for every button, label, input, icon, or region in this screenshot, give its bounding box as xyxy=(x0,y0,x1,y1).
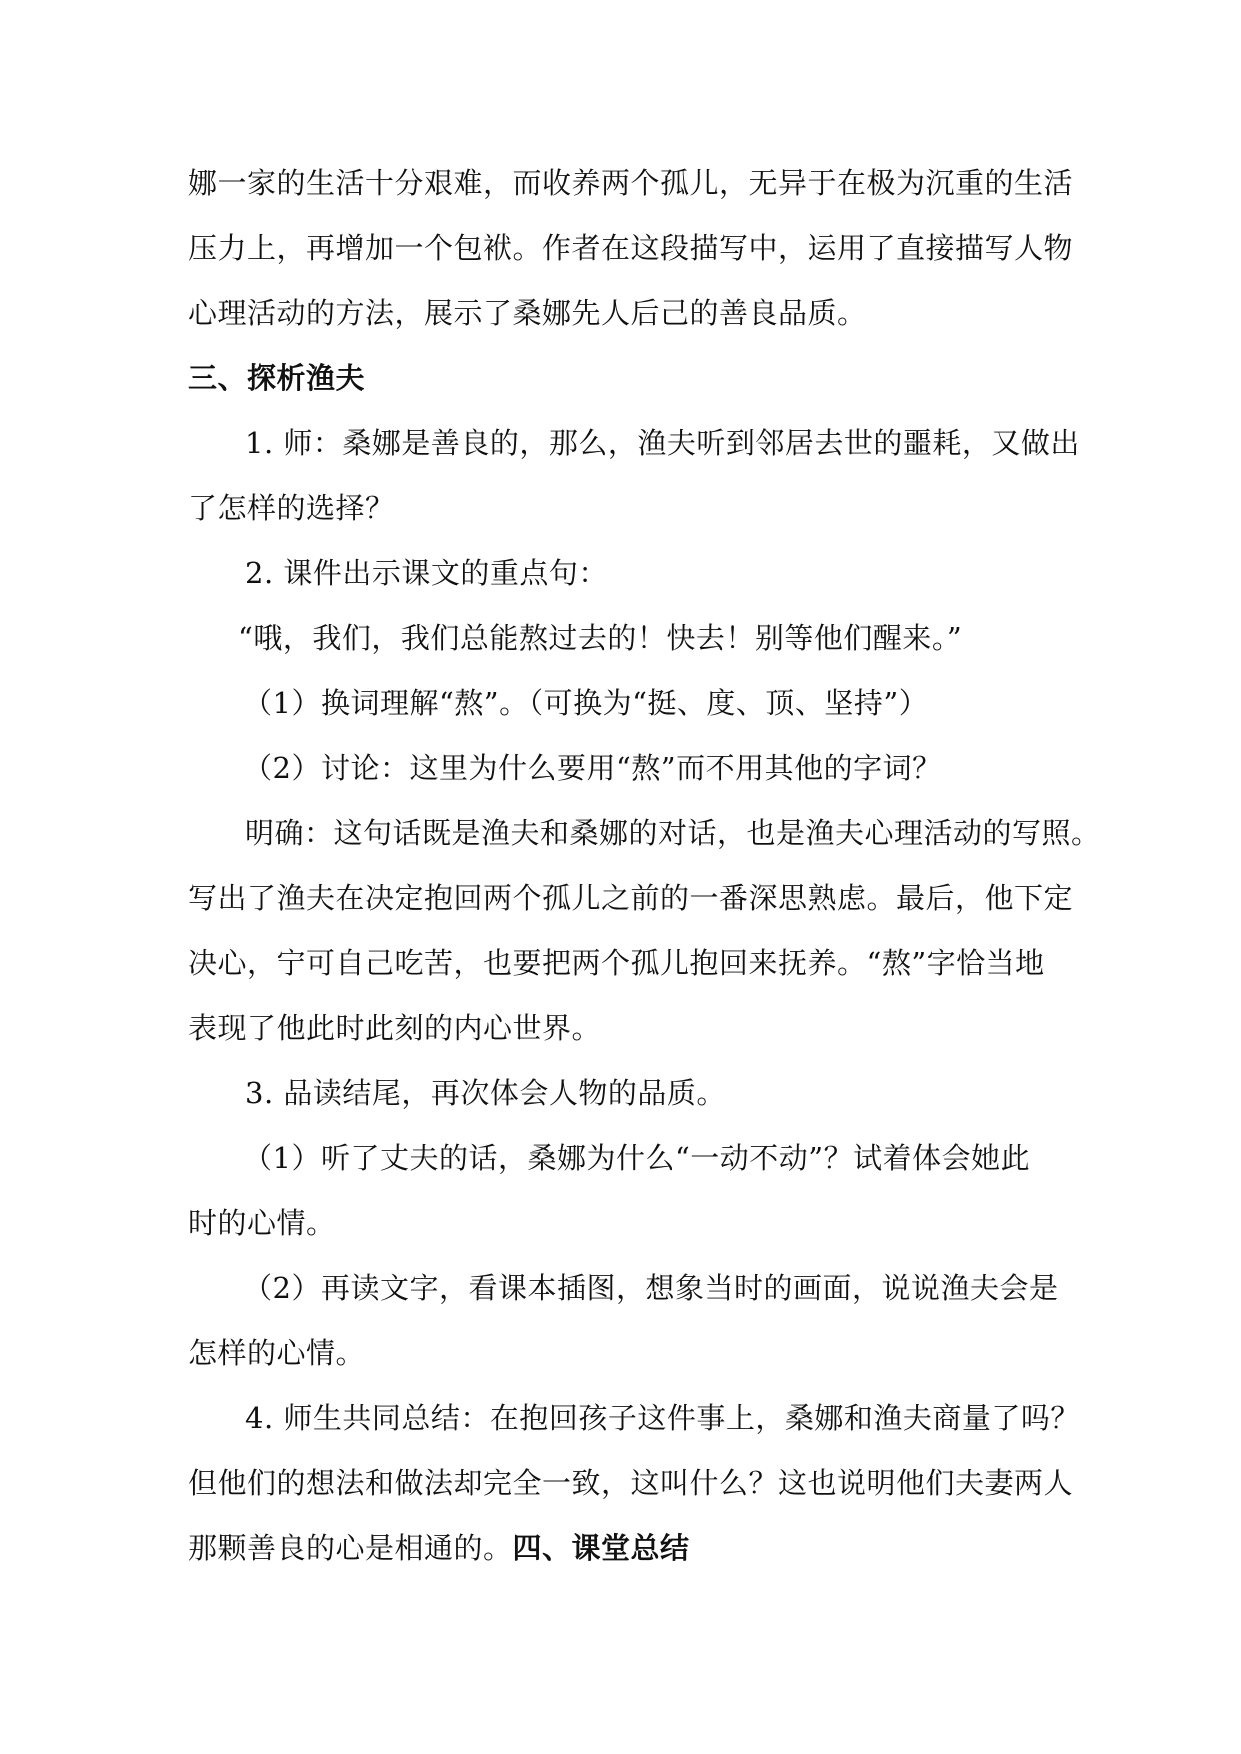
paragraph-line: 4. 师生共同总结：在抱回孩子这件事上，桑娜和渔夫商量了吗？ xyxy=(245,1401,1080,1435)
paragraph-line: （2）讨论：这里为什么要用“熬”而不用其他的字词？ xyxy=(243,751,942,785)
paragraph-line: 决心，宁可自己吃苦，也要把两个孤儿抱回来抚养。“熬”字恰当地 xyxy=(188,946,1045,980)
paragraph-line: 写出了渔夫在决定抱回两个孤儿之前的一番深思熟虑。最后，他下定 xyxy=(188,881,1074,915)
paragraph-line: 心理活动的方法，展示了桑娜先人后己的善良品质。 xyxy=(188,296,867,330)
paragraph-line: 怎样的心情。 xyxy=(188,1336,366,1370)
paragraph-line: 了怎样的选择？ xyxy=(188,491,395,525)
paragraph-line: 3. 品读结尾，再次体会人物的品质。 xyxy=(245,1076,726,1110)
section-heading-inline: 四、课堂总结 xyxy=(512,1531,690,1565)
quote-line: “哦，我们，我们总能熬过去的！快去！别等他们醒来。” xyxy=(238,621,963,655)
paragraph-line: （1）换词理解“熬”。（可换为“挺、度、顶、坚持”） xyxy=(243,686,929,720)
paragraph-line: 但他们的想法和做法却完全一致，这叫什么？这也说明他们夫妻两人 xyxy=(188,1466,1074,1500)
paragraph-line: 1. 师：桑娜是善良的，那么，渔夫听到邻居去世的噩耗，又做出 xyxy=(245,426,1080,460)
paragraph-text: 那颗善良的心是相通的。 xyxy=(188,1531,513,1565)
paragraph-line xyxy=(188,1528,1068,1568)
paragraph-line: 明确：这句话既是渔夫和桑娜的对话，也是渔夫心理活动的写照。 xyxy=(245,816,1101,850)
paragraph-line: 2. 课件出示课文的重点句： xyxy=(245,556,608,590)
paragraph-line: 表现了他此时此刻的内心世界。 xyxy=(188,1011,602,1045)
paragraph-line: 压力上，再增加一个包袱。作者在这段描写中，运用了直接描写人物 xyxy=(188,231,1074,265)
paragraph-line: 时的心情。 xyxy=(188,1206,336,1240)
paragraph-line: （1）听了丈夫的话，桑娜为什么“一动不动”？试着体会她此 xyxy=(243,1141,1031,1175)
paragraph-line: （2）再读文字，看课本插图，想象当时的画面，说说渔夫会是 xyxy=(243,1271,1059,1305)
paragraph-line: 娜一家的生活十分艰难，而收养两个孤儿，无异于在极为沉重的生活 xyxy=(188,166,1074,200)
section-heading: 三、探析渔夫 xyxy=(188,361,366,395)
